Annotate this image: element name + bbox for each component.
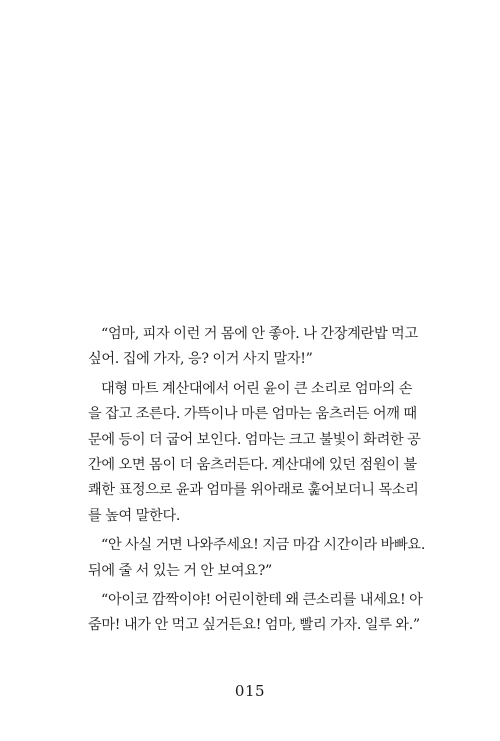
- paragraph: [88, 322, 433, 373]
- paragraph: [88, 377, 433, 529]
- paragraph: [88, 588, 433, 639]
- text-line: 를 높여 말한다.: [88, 507, 181, 524]
- text-line: 쾌한 표정으로 윤과 엄마를 위아래로 훑어보더니 목소리: [88, 482, 419, 499]
- text-line: “안 사실 거면 나와주세요! 지금 마감 시간이라 바빠요.: [101, 537, 426, 554]
- text-line: 뒤에 줄 서 있는 거 안 보여요?”: [88, 562, 272, 579]
- body-text: [88, 322, 433, 639]
- text-line: 싶어. 집에 가자, 응? 이거 사지 말자!”: [88, 351, 313, 368]
- text-line: “엄마, 피자 이런 거 몸에 안 좋아. 나 간장계란밥 먹고: [101, 326, 418, 342]
- text-line: 대형 마트 계산대에서 어린 윤이 큰 소리로 엄마의 손: [101, 380, 413, 397]
- text-line: 문에 등이 더 굽어 보인다. 엄마는 크고 불빛이 화려한 공: [88, 431, 421, 448]
- text-line: 을 잡고 조른다. 가뜩이나 마른 엄마는 움츠러든 어깨 때: [88, 406, 417, 423]
- text-line: “아이코 깜짝이야! 어린이한테 왜 큰소리를 내세요! 아: [101, 592, 423, 609]
- page-number: 015: [234, 682, 266, 700]
- paragraph: [88, 533, 433, 584]
- text-line: 간에 오면 몸이 더 움츠러든다. 계산대에 있던 점원이 불: [88, 457, 417, 474]
- text-line: 줌마! 내가 안 먹고 싶거든요! 엄마, 빨리 가자. 일루 와.”: [88, 617, 420, 634]
